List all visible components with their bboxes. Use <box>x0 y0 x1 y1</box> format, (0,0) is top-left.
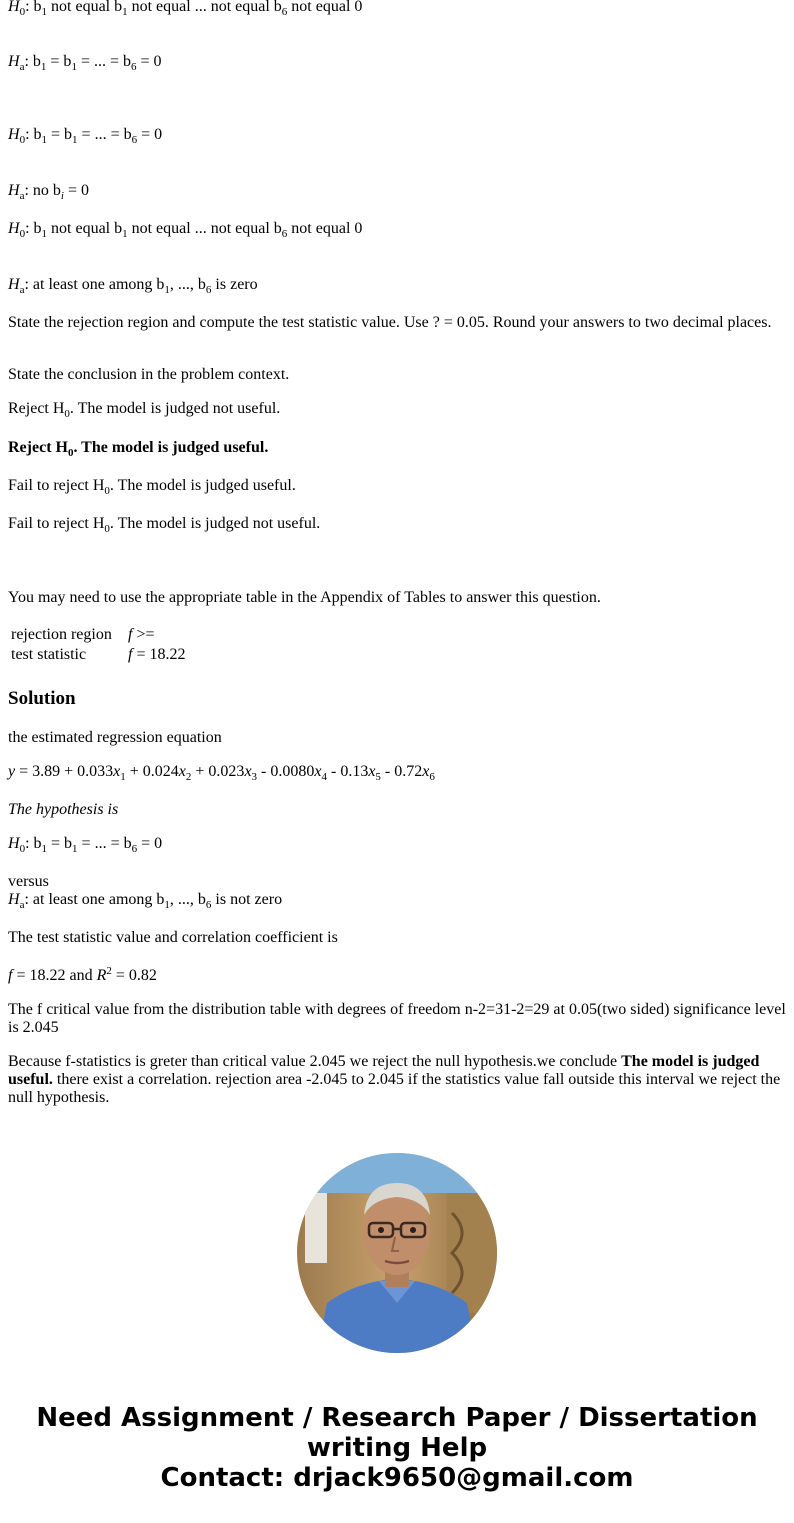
appendix-note: You may need to use the appropriate table in the Appendix of Tables to answer this question. <box>8 589 601 606</box>
solution-alt-hypothesis: $H_a$: at least one among $b_1$, ..., $b_6$ is not zero <box>8 891 283 911</box>
rejection-instruction: State the rejection region and compute the test statistic value. Use ? = 0.05. Round your answers to two decimal places. <box>8 314 772 331</box>
table-row <box>11 646 185 664</box>
choice-fail-not-useful[interactable]: Fail to reject $H_0$. The model is judged not useful. <box>8 515 321 535</box>
answer-table <box>8 624 188 666</box>
choice-reject-not-useful[interactable]: Reject $H_0$. The model is judged not useful. <box>8 400 281 420</box>
option-c-alt-hypothesis: $H_a$: at least one among $b_1$, ..., $b_6$ is zero <box>8 276 258 296</box>
promo-banner <box>0 1403 794 1493</box>
solution-conclusion: Because f-statistics is greter than critical value 2.045 we reject the null hypothesis.we conclude The model is judged useful. there exist a correlation. rejection area -2.045 to 2.045 if the statistics value fall outside this interval we reject the null hypothesis. <box>8 1053 781 1106</box>
option-c-null-hypothesis: $H_0$: $b_1$ not equal $b_1$ not equal ... not equal $b_6$ not equal 0 <box>8 220 363 240</box>
conclusion-prompt: State the conclusion in the problem context. <box>8 366 290 383</box>
test-statistic-value[interactable]: f = 18.22 <box>128 646 186 663</box>
solution-heading: Solution <box>8 688 76 709</box>
critical-value-text: The f critical value from the distribution table with degrees of freedom n-2=31-2=29 at 0.05(two sided) significance level is 2.045 <box>8 1001 786 1036</box>
promo-line-1: Need Assignment / Research Paper / Dissertation <box>36 1403 758 1433</box>
promo-line-2: writing Help <box>306 1433 488 1463</box>
promo-contact[interactable]: Contact: drjack9650@gmail.com <box>160 1463 634 1493</box>
option-b-null-hypothesis: $H_0$: $b_1 = b_1$ = ... = $b_6 = 0$ <box>8 126 163 146</box>
table-row <box>11 626 185 644</box>
choice-reject-useful[interactable]: Reject $H_0$. The model is judged useful. <box>8 439 269 459</box>
regression-intro: the estimated regression equation <box>8 729 222 746</box>
regression-equation: $y = 3.89 + 0.033x_1 + 0.024x_2 + 0.023x_3 - 0.0080x_4 - 0.13x_5 - 0.72x_6$ <box>8 763 435 783</box>
hypothesis-label: The hypothesis is <box>8 801 119 818</box>
rejection-region-value[interactable]: f >= <box>128 626 155 643</box>
portrait-image <box>297 1153 497 1353</box>
option-a-null-hypothesis: $H_0$: $b_1$ not equal $b_1$ not equal ... not equal $b_6$ not equal 0 <box>8 0 363 18</box>
stat-values: f = 18.22 and $R^2 = 0.82$ <box>8 965 157 984</box>
choice-fail-useful[interactable]: Fail to reject $H_0$. The model is judged useful. <box>8 477 296 497</box>
option-b-alt-hypothesis: $H_a$: no $b_i = 0$ <box>8 182 89 202</box>
option-a-alt-hypothesis: $H_a$: $b_1 = b_1$ = ... = $b_6 = 0$ <box>8 53 162 73</box>
versus-label: versus <box>8 873 49 890</box>
rejection-region-label: rejection region <box>11 626 112 643</box>
test-statistic-label: test statistic <box>11 646 87 663</box>
solution-null-hypothesis: $H_0$: $b_1 = b_1$ = ... = $b_6 = 0$ <box>8 835 163 855</box>
author-avatar <box>297 1153 497 1353</box>
stat-intro: The test statistic value and correlation coefficient is <box>8 929 338 946</box>
